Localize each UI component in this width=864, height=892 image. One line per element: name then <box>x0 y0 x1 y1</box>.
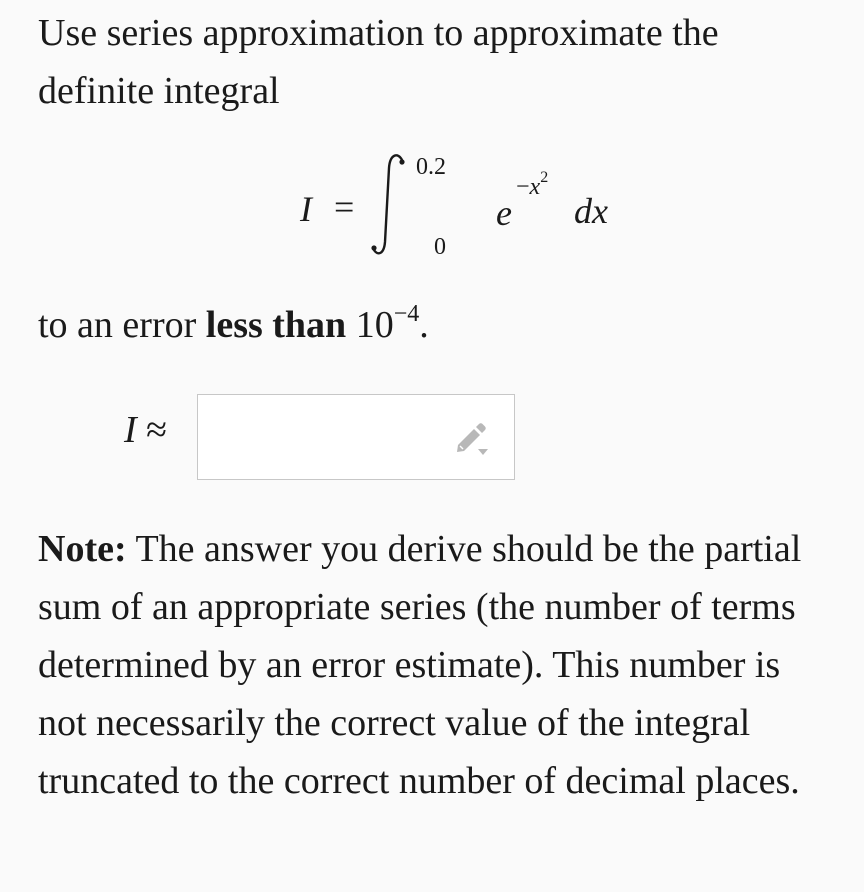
note-body: The answer you derive should be the partial sum of an appropriate series (the number of terms determined by an error estimate). This number is not necessarily the correct value of the integral truncated to the correct number of decimal places. <box>38 528 802 802</box>
answer-label <box>124 408 167 452</box>
answer-label-symbol: ≈ <box>136 409 168 451</box>
integrand-exponent <box>516 169 549 201</box>
upper-limit: 0.2 <box>416 154 446 180</box>
tolerance-base: 10 <box>346 304 394 346</box>
answer-row <box>124 394 524 482</box>
integral-sign <box>370 150 410 260</box>
intro-text: Use series approximation to approximate the definite integral <box>38 12 719 112</box>
integrand-base: e <box>496 193 512 233</box>
note-label: Note: <box>38 528 127 570</box>
equation-lhs: I <box>300 189 312 229</box>
answer-label-var: I <box>124 409 137 451</box>
tolerance-emphasis: less than <box>205 304 347 346</box>
tolerance-suffix: . <box>419 304 429 346</box>
note-text <box>38 520 838 810</box>
tolerance-text <box>38 296 818 359</box>
differential: dx <box>574 191 608 231</box>
tolerance-prefix: to an error <box>38 304 206 346</box>
integral-equation <box>300 150 620 270</box>
exponent-sign: − <box>516 174 530 200</box>
lower-limit: 0 <box>434 234 446 260</box>
pencil-icon[interactable] <box>452 419 496 459</box>
equation-equals: = <box>334 187 355 227</box>
exponent-variable: x <box>529 174 541 200</box>
answer-box[interactable] <box>197 394 515 480</box>
tolerance-exponent: −4 <box>393 301 420 327</box>
exponent-power: 2 <box>540 169 549 186</box>
